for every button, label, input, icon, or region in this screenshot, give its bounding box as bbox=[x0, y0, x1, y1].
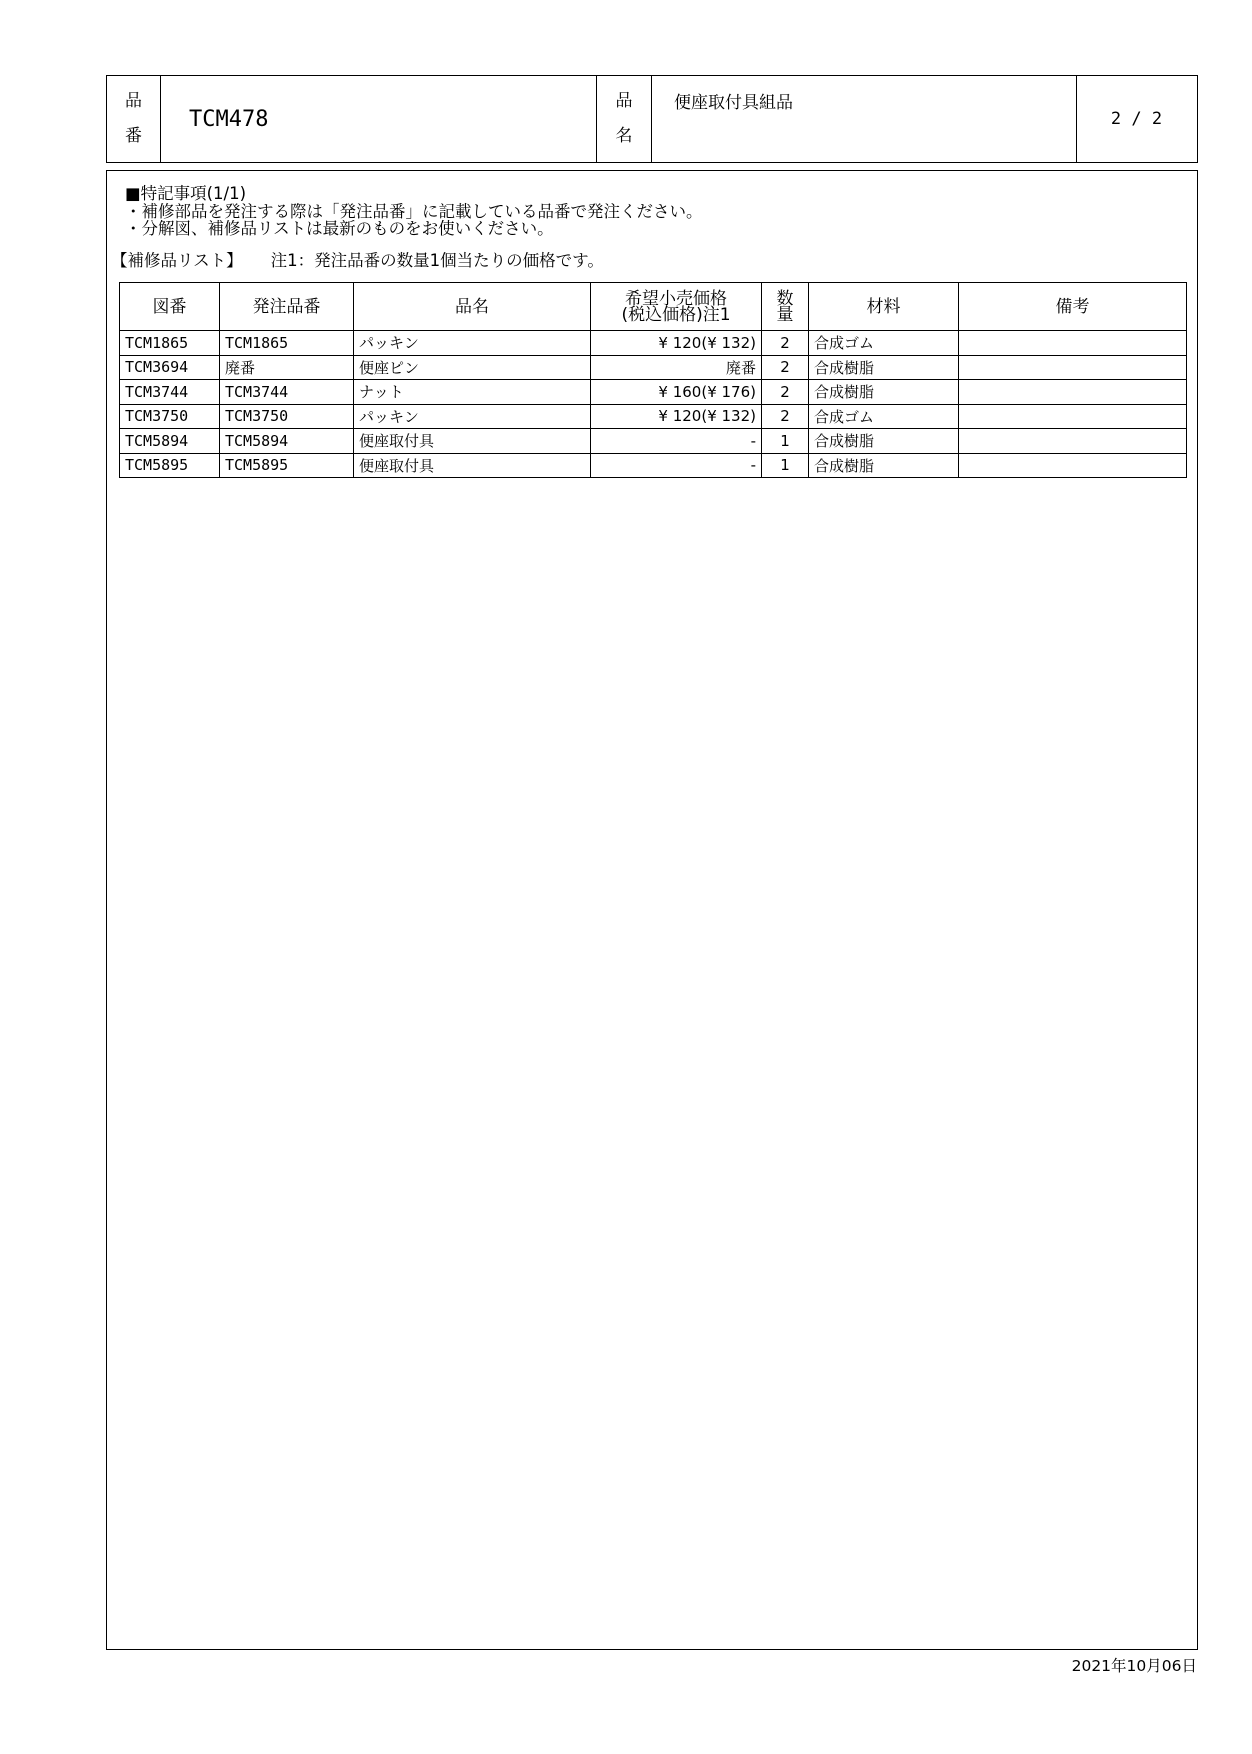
cell-price: ¥ 120(¥ 132) bbox=[591, 404, 762, 429]
cell-remarks bbox=[959, 453, 1187, 478]
col-header-name: 品名 bbox=[354, 283, 591, 331]
col-header-price bbox=[591, 283, 762, 331]
cell-qty: 2 bbox=[762, 404, 809, 429]
cell-drawing-no: TCM5894 bbox=[120, 429, 220, 454]
cell-order-no: TCM3744 bbox=[220, 380, 354, 405]
cell-price: ¥ 160(¥ 176) bbox=[591, 380, 762, 405]
part-number-label bbox=[107, 76, 161, 162]
cell-material: 合成ゴム bbox=[809, 331, 959, 356]
cell-qty: 2 bbox=[762, 380, 809, 405]
col-header-price-line-1: 希望小売価格 bbox=[625, 288, 727, 309]
cell-order-no: TCM1865 bbox=[220, 331, 354, 356]
col-header-qty bbox=[762, 283, 809, 331]
cell-order-no: 廃番 bbox=[220, 355, 354, 380]
notes-title: ■特記事項(1/1) bbox=[125, 184, 247, 203]
part-number-value: TCM478 bbox=[161, 76, 597, 162]
cell-qty: 2 bbox=[762, 355, 809, 380]
cell-material: 合成樹脂 bbox=[809, 355, 959, 380]
page-indicator: 2 / 2 bbox=[1110, 109, 1163, 129]
cell-material: 合成樹脂 bbox=[809, 380, 959, 405]
col-header-order-no: 発注品番 bbox=[220, 283, 354, 331]
cell-qty: 1 bbox=[762, 429, 809, 454]
cell-drawing-no: TCM3750 bbox=[120, 404, 220, 429]
cell-remarks bbox=[959, 380, 1187, 405]
table-row bbox=[120, 429, 1187, 454]
document-header bbox=[106, 75, 1198, 163]
part-number-label-char-1: 品 bbox=[125, 91, 142, 111]
cell-name: 便座取付具 bbox=[354, 453, 591, 478]
parts-list-heading bbox=[111, 247, 604, 271]
cell-name: ナット bbox=[354, 380, 591, 405]
cell-order-no: TCM3750 bbox=[220, 404, 354, 429]
col-header-qty-line-1: 数 bbox=[776, 288, 794, 309]
cell-material: 合成ゴム bbox=[809, 404, 959, 429]
cell-price: - bbox=[591, 453, 762, 478]
cell-price: 廃番 bbox=[591, 355, 762, 380]
table-row bbox=[120, 453, 1187, 478]
parts-table bbox=[119, 282, 1187, 478]
cell-material: 合成樹脂 bbox=[809, 429, 959, 454]
cell-order-no: TCM5895 bbox=[220, 453, 354, 478]
cell-qty: 1 bbox=[762, 453, 809, 478]
cell-remarks bbox=[959, 355, 1187, 380]
parts-list-note: 注1：発注品番の数量1個当たりの価格です。 bbox=[270, 251, 604, 270]
cell-price: ¥ 120(¥ 132) bbox=[591, 331, 762, 356]
document-date: 2021年10月06日 bbox=[1071, 1657, 1197, 1675]
table-row bbox=[120, 380, 1187, 405]
cell-material: 合成樹脂 bbox=[809, 453, 959, 478]
cell-drawing-no: TCM5895 bbox=[120, 453, 220, 478]
col-header-qty-line-2: 量 bbox=[776, 304, 794, 325]
cell-name: 便座ピン bbox=[354, 355, 591, 380]
cell-remarks bbox=[959, 429, 1187, 454]
notes-line-1: ・補修部品を発注する際は「発注品番」に記載している品番で発注ください。 bbox=[125, 201, 703, 221]
table-row bbox=[120, 355, 1187, 380]
part-name-value: 便座取付具組品 bbox=[652, 76, 1077, 162]
cell-drawing-no: TCM3694 bbox=[120, 355, 220, 380]
cell-drawing-no: TCM3744 bbox=[120, 380, 220, 405]
col-header-material: 材料 bbox=[809, 283, 959, 331]
part-name-label bbox=[597, 76, 652, 162]
cell-remarks bbox=[959, 331, 1187, 356]
table-header-row bbox=[120, 283, 1187, 331]
table-row bbox=[120, 331, 1187, 356]
cell-qty: 2 bbox=[762, 331, 809, 356]
cell-drawing-no: TCM1865 bbox=[120, 331, 220, 356]
parts-list-title: 【補修品リスト】 bbox=[111, 251, 243, 270]
col-header-remarks: 備考 bbox=[959, 283, 1187, 331]
cell-name: パッキン bbox=[354, 404, 591, 429]
cell-name: 便座取付具 bbox=[354, 429, 591, 454]
col-header-drawing-no: 図番 bbox=[120, 283, 220, 331]
document-body bbox=[106, 170, 1198, 1650]
cell-remarks bbox=[959, 404, 1187, 429]
col-header-price-line-2: (税込価格)注1 bbox=[621, 304, 731, 325]
part-name-label-char-2: 名 bbox=[615, 126, 633, 146]
part-number-label-char-2: 番 bbox=[125, 126, 142, 146]
cell-order-no: TCM5894 bbox=[220, 429, 354, 454]
part-name-label-char-1: 品 bbox=[615, 91, 633, 111]
table-row bbox=[120, 404, 1187, 429]
cell-name: パッキン bbox=[354, 331, 591, 356]
cell-price: - bbox=[591, 429, 762, 454]
special-notes bbox=[125, 185, 703, 238]
notes-line-2: ・分解図、補修品リストは最新のものをお使いください。 bbox=[125, 219, 554, 238]
